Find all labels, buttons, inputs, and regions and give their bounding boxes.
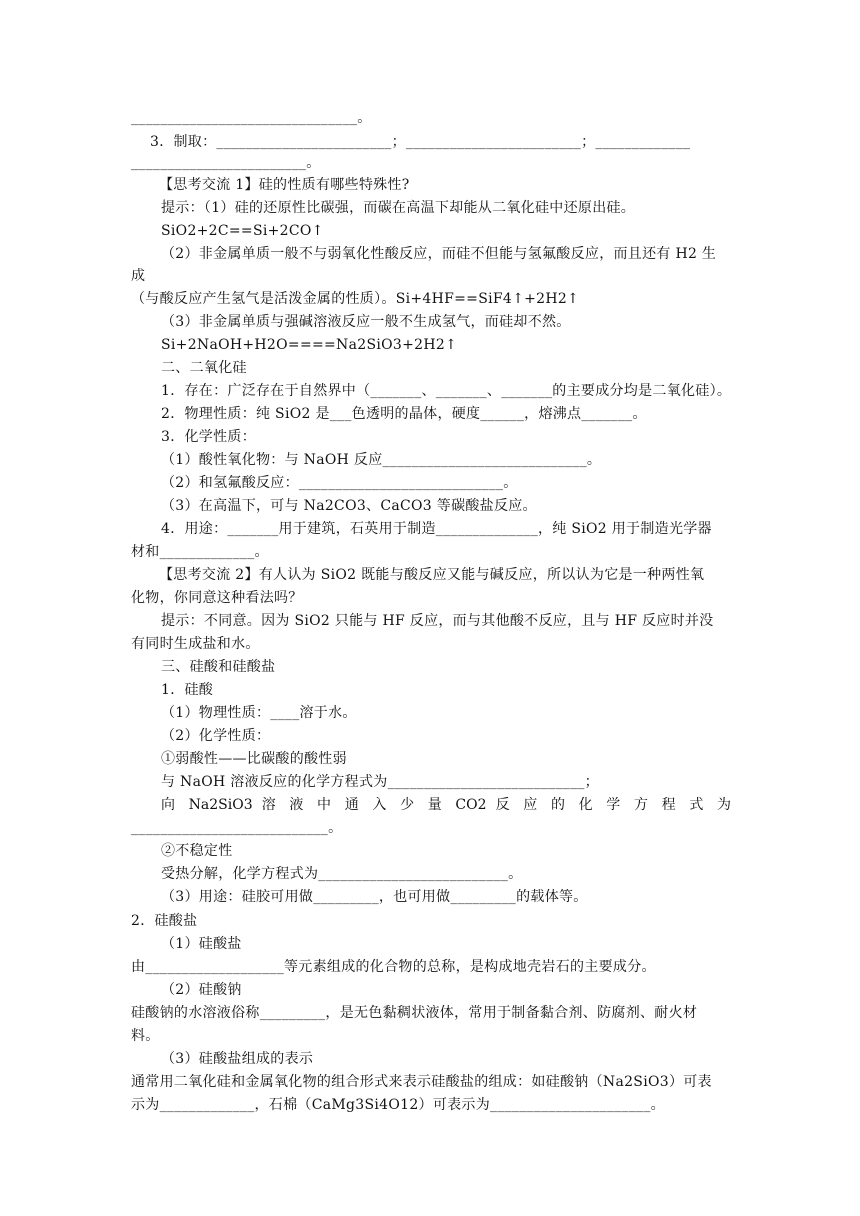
text-line: 向 Na2SiO3 溶 液 中 通 入 少 量 CO2 反 应 的 化 学 方 程 式 为 (161, 797, 731, 813)
text-line: 成 (131, 268, 146, 284)
text-line: （3）硅酸盐组成的表示 (161, 1051, 314, 1067)
text-line: 通常用二氧化硅和金属氧化物的组合形式来表示硅酸盐的组成：如硅酸钠（Na2SiO3）可表 (131, 1074, 712, 1090)
text-line: 由___________________等元素组成的化合物的总称，是构成地壳岩石的主要成分。 (131, 959, 656, 975)
text-line: （与酸反应产生氢气是活泼金属的性质）。Si+4HF==SiF4↑+2H2↑ (131, 291, 580, 307)
text-line: 【思考交流 2】有人认为 SiO2 既能与酸反应又能与碱反应，所以认为它是一种两性氧 (159, 567, 705, 583)
text-line: ①弱酸性——比碳酸的酸性弱 (161, 751, 347, 767)
section-heading: 三、硅酸和硅酸盐 (161, 659, 276, 675)
subsection-heading: 1．硅酸 (161, 682, 214, 698)
text-line: 材和_____________。 (131, 544, 269, 560)
text-line: （2）硅酸钠 (161, 982, 242, 998)
text-line: 示为_____________，石棉（CaMg3Si4O12）可表示为______________________。 (131, 1097, 665, 1113)
text-line: （2）非金属单质一般不与弱氧化性酸反应，而硅不但能与氢氟酸反应，而且还有 H2 生 (161, 246, 717, 262)
text-line: 4．用途：_______用于建筑，石英用于制造______________，纯 SiO2 用于制造光学器 (161, 521, 712, 537)
text-line: 受热分解，化学方程式为__________________________。 (161, 866, 523, 882)
text-line: 3．化学性质： (161, 429, 257, 445)
text-line: 3．制取：________________________；________________________；_____________ (150, 134, 691, 150)
text-line: （1）酸性氧化物：与 NaOH 反应____________________________。 (161, 452, 602, 468)
text-line: 与 NaOH 溶液反应的化学方程式为___________________________； (161, 774, 599, 790)
text-line: 硅酸钠的水溶液俗称_________，是无色黏稠状液体，常用于制备黏合剂、防腐剂、耐火材 (131, 1005, 698, 1021)
text-line: 1．存在：广泛存在于自然界中（_______、_______、_______的主要成分均是二氧化硅）。 (161, 383, 732, 399)
subsection-heading: 2．硅酸盐 (131, 913, 198, 929)
text-line: （3）在高温下，可与 Na2CO3、CaCO3 等碳酸盐反应。 (161, 498, 537, 514)
text-line: （3）用途：硅胶可用做_________，也可用做_________的载体等。 (161, 889, 588, 905)
text-line: 化物，你同意这种看法吗？ (131, 590, 303, 606)
text-line: 有同时生成盐和水。 (131, 636, 260, 652)
text-line: ②不稳定性 (161, 843, 233, 859)
text-line: 2．物理性质：纯 SiO2 是___色透明的晶体，硬度______，熔沸点_______。 (161, 406, 647, 422)
text-line: （3）非金属单质与强碱溶液反应一般不生成氢气，而硅却不然。 (161, 314, 571, 330)
text-line: ___________________________。 (131, 820, 343, 836)
text-line: （1）硅酸盐 (161, 936, 242, 952)
text-line: Si+2NaOH+H2O====Na2SiO3+2H2↑ (161, 337, 458, 353)
text-line: （1）物理性质：____溶于水。 (161, 705, 357, 721)
text-line: 提示：不同意。因为 SiO2 只能与 HF 反应，而与其他酸不反应，且与 HF 反应时并没 (161, 613, 714, 629)
text-line: （2）化学性质： (161, 728, 271, 744)
text-line: 料。 (131, 1028, 160, 1044)
text-line: ________________________。 (131, 155, 321, 171)
section-heading: 二、二氧化硅 (161, 360, 247, 376)
text-line: SiO2+2C==Si+2CO↑ (161, 223, 324, 239)
text-line: 提示：（1）硅的还原性比碳强，而碳在高温下却能从二氧化硅中还原出硅。 (161, 200, 636, 216)
text-line: 【思考交流 1】硅的性质有哪些特殊性? (159, 177, 410, 193)
text-line: （2）和氢氟酸反应：____________________________。 (161, 475, 518, 491)
text-line: _______________________________。 (131, 110, 372, 126)
